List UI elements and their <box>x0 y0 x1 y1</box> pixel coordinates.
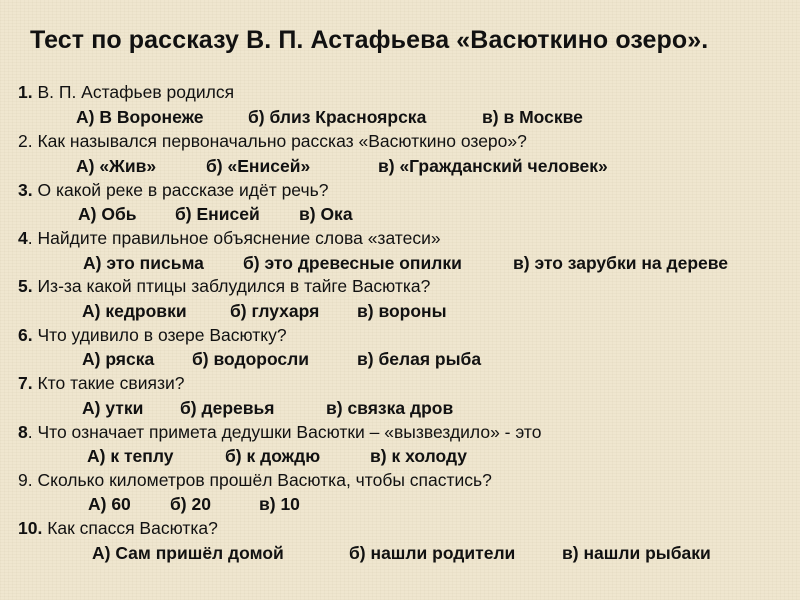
question-number: 10. <box>18 518 43 538</box>
question-number: 6. <box>18 325 33 345</box>
answer-option[interactable]: б) Енисей <box>175 204 260 224</box>
answer-option[interactable]: в) это зарубки на дереве <box>513 253 729 273</box>
answer-option[interactable]: в) белая рыба <box>357 349 482 369</box>
question-text: О какой реке в рассказе идёт речь? <box>32 180 329 200</box>
question-8 <box>18 422 541 443</box>
question-text: Сколько километров прошёл Васютка, чтобы спастись? <box>32 470 492 490</box>
answer-option[interactable]: б) нашли родители <box>349 543 516 563</box>
question-text: В. П. Астафьев родился <box>32 82 235 102</box>
answer-option[interactable]: А) Сам пришёл домой <box>92 543 284 563</box>
question-3 <box>18 180 328 201</box>
question-number: 4 <box>18 228 28 248</box>
answer-option[interactable]: в) к холоду <box>370 446 468 466</box>
answer-option[interactable]: А) ряска <box>82 349 155 369</box>
question-text: . Найдите правильное объяснение слова «затеси» <box>27 228 441 248</box>
question-text: Из-за какой птицы заблудился в тайге Васютка? <box>32 276 431 296</box>
answer-option[interactable]: б) близ Красноярска <box>248 107 427 127</box>
answer-option[interactable]: А) «Жив» <box>76 156 157 176</box>
answer-option[interactable]: в) Ока <box>299 204 353 224</box>
answer-option[interactable]: А) 60 <box>88 494 131 514</box>
answer-option[interactable]: А) Обь <box>78 204 137 224</box>
answer-option[interactable]: А) В Воронеже <box>76 107 204 127</box>
answer-option[interactable]: в) связка дров <box>326 398 454 418</box>
answer-option[interactable]: б) это древесные опилки <box>243 253 462 273</box>
question-text: Что удивило в озере Васютку? <box>32 325 287 345</box>
answer-option[interactable]: в) «Гражданский человек» <box>378 156 608 176</box>
question-number: 8 <box>18 422 28 442</box>
question-number: 3. <box>18 180 33 200</box>
question-text: . Что означает примета дедушки Васютки – «вызвездило» - это <box>27 422 542 442</box>
question-text: Как спасся Васютка? <box>42 518 218 538</box>
answer-option[interactable]: А) кедровки <box>82 301 187 321</box>
question-1 <box>18 82 234 103</box>
question-text: Кто такие свиязи? <box>32 373 185 393</box>
answer-option[interactable]: в) 10 <box>259 494 300 514</box>
answer-option[interactable]: б) «Енисей» <box>206 156 311 176</box>
question-number: 7. <box>18 373 33 393</box>
question-6 <box>18 325 287 346</box>
answer-option[interactable]: б) глухаря <box>230 301 320 321</box>
answer-option[interactable]: б) 20 <box>170 494 211 514</box>
answer-option[interactable]: б) к дождю <box>225 446 321 466</box>
question-9 <box>18 470 492 491</box>
question-10 <box>18 518 218 539</box>
answer-option[interactable]: А) утки <box>82 398 144 418</box>
question-7 <box>18 373 185 394</box>
answer-option[interactable]: в) вороны <box>357 301 447 321</box>
question-5 <box>18 276 430 297</box>
question-number: 5. <box>18 276 33 296</box>
answer-option[interactable]: б) водоросли <box>192 349 310 369</box>
question-2 <box>18 131 527 152</box>
answer-option[interactable]: А) к теплу <box>87 446 174 466</box>
question-4 <box>18 228 441 249</box>
answer-option[interactable]: А) это письма <box>83 253 204 273</box>
question-number: 9. <box>18 470 33 490</box>
question-number: 1. <box>18 82 33 102</box>
answer-option[interactable]: в) нашли рыбаки <box>562 543 711 563</box>
page-title: Тест по рассказу В. П. Астафьева «Васюткино озеро». <box>30 26 709 54</box>
answer-option[interactable]: б) деревья <box>180 398 275 418</box>
question-number: 2. <box>18 131 33 151</box>
question-text: Как назывался первоначально рассказ «Васюткино озеро»? <box>32 131 527 151</box>
answer-option[interactable]: в) в Москве <box>482 107 583 127</box>
